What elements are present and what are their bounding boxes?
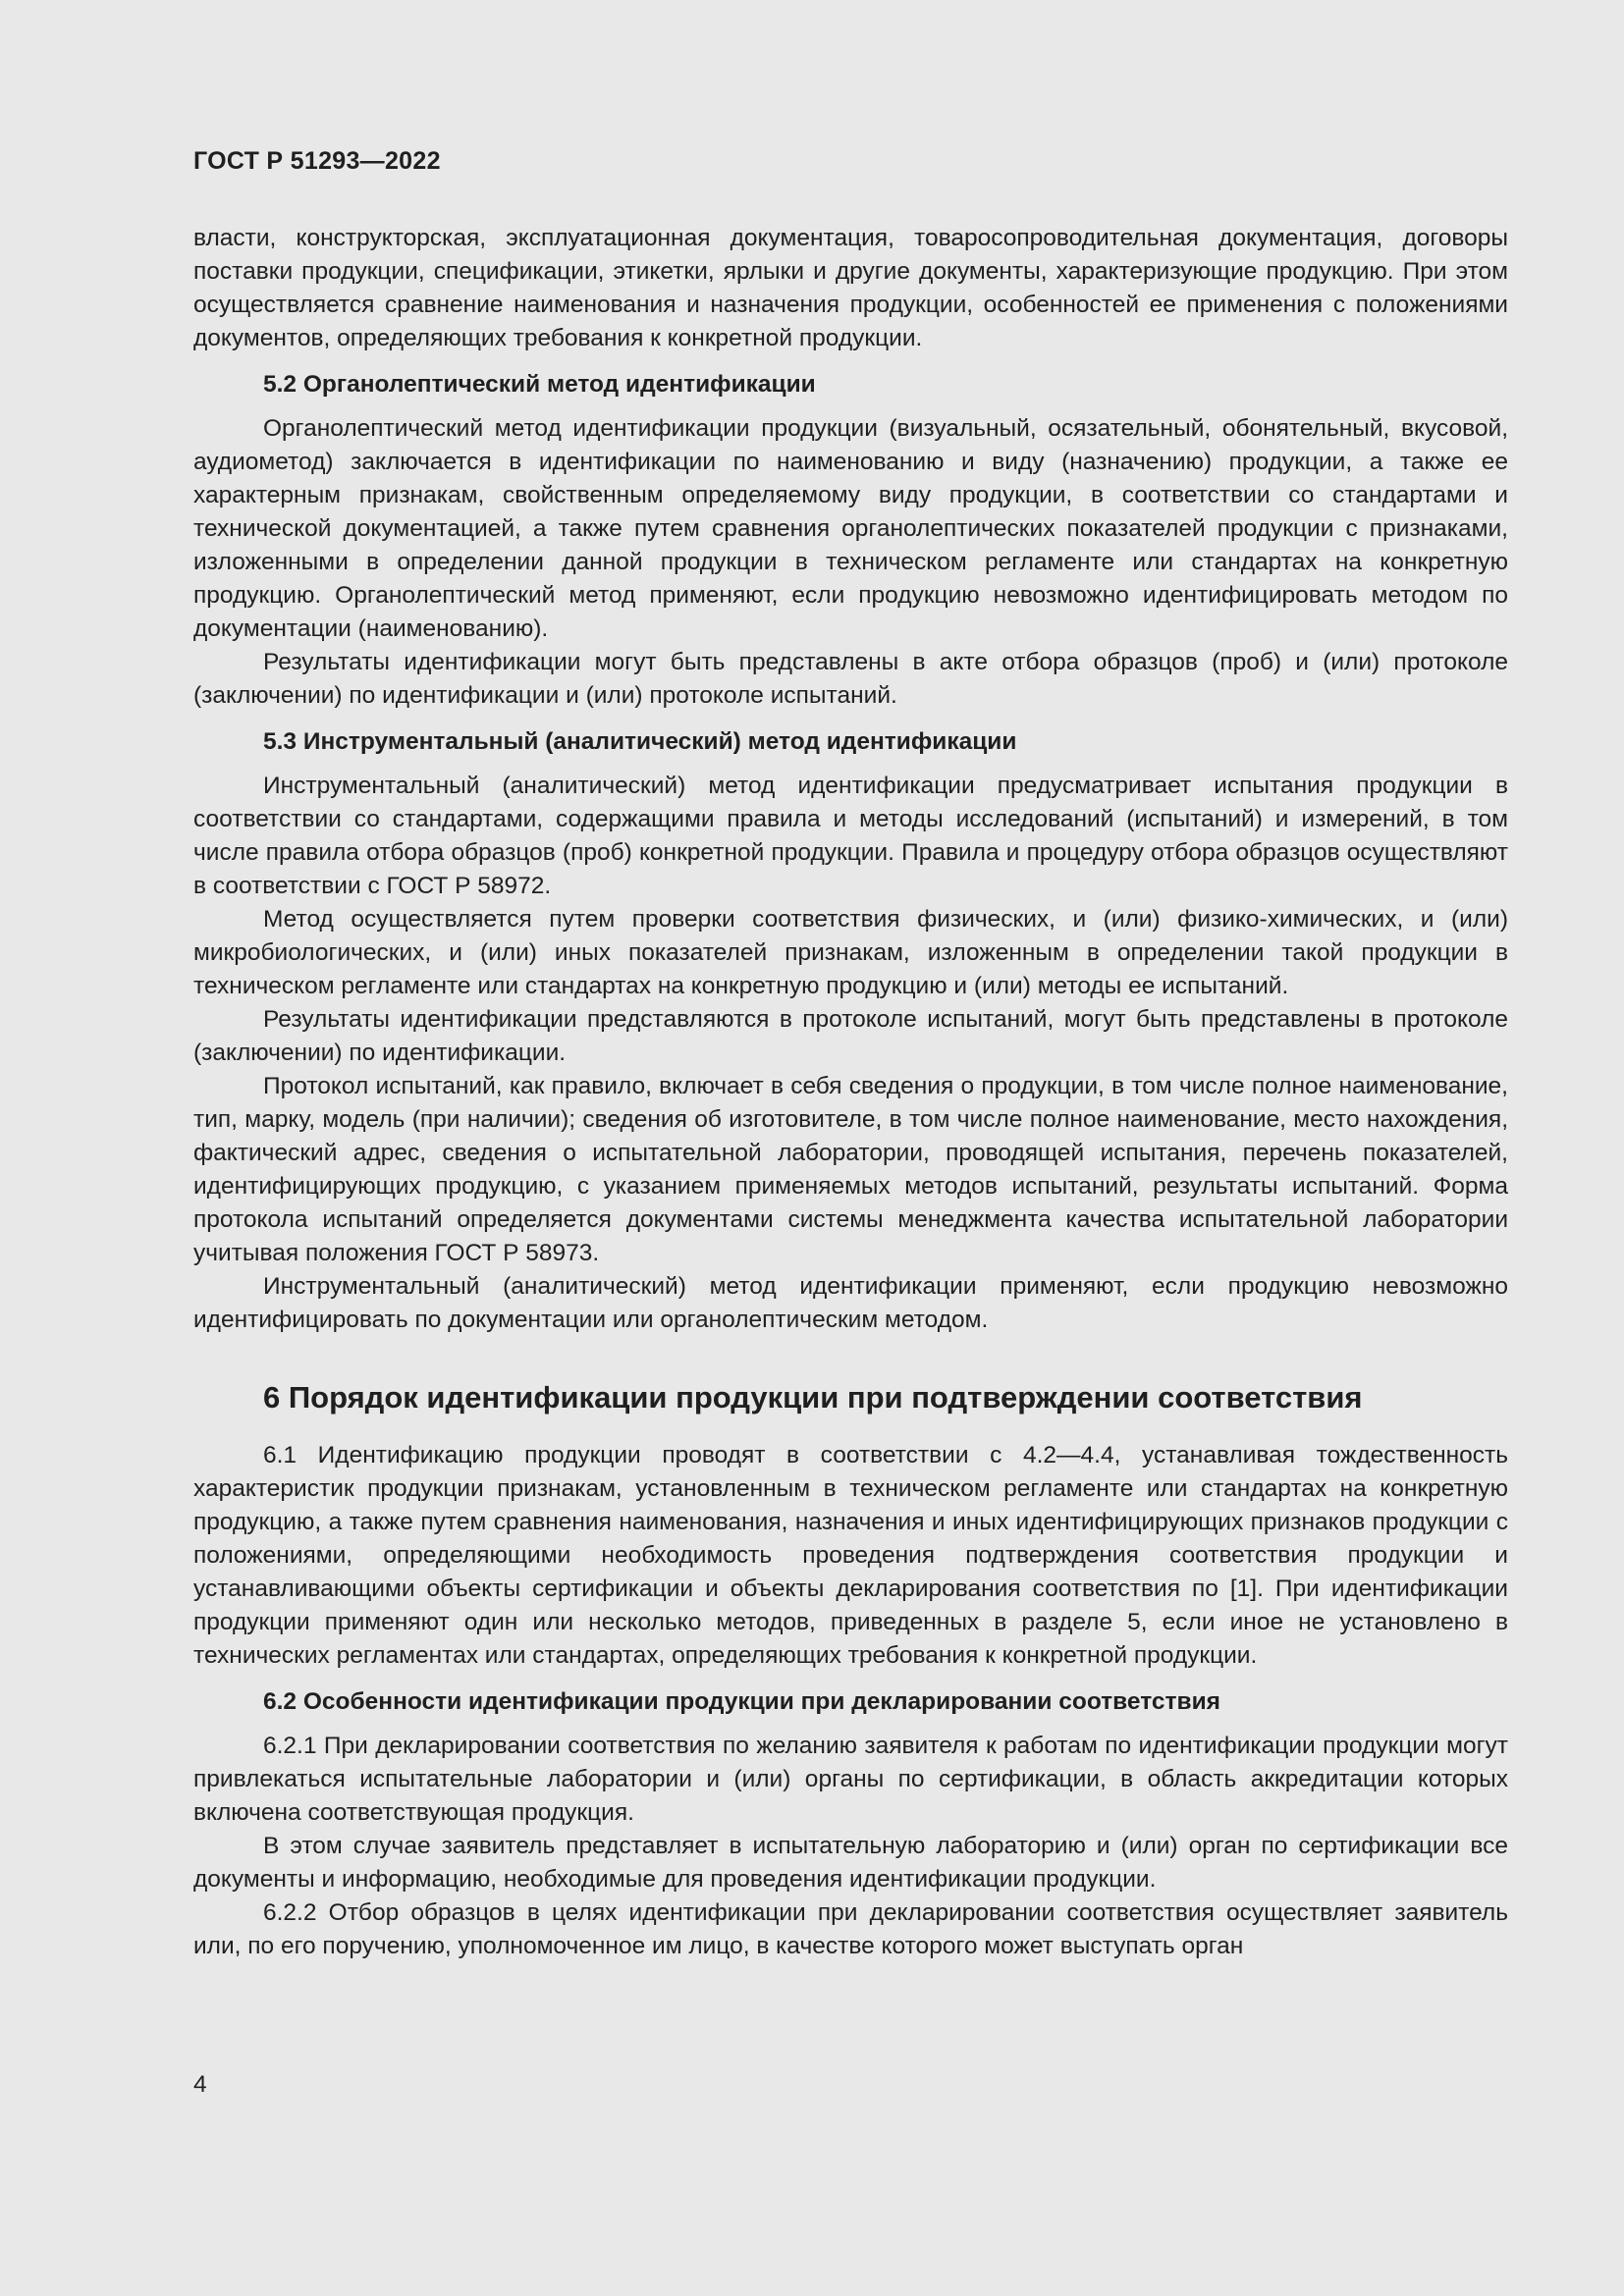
paragraph: Метод осуществляется путем проверки соответствия физических, и (или) физико-химических, и (или) микробиологических, и (или) иных показателей признакам, изложенным в определении такой продукции в техническом регламенте или стандартах на конкретную продукцию и (или) методы ее испытаний. xyxy=(193,906,1508,999)
document-header: ГОСТ Р 51293—2022 xyxy=(193,147,441,175)
paragraph: 6.2.2 Отбор образцов в целях идентификации при декларировании соответствия осуществляет заявитель или, по его поручению, уполномоченное им лицо, в качестве которого может выступать орган xyxy=(193,1899,1508,1959)
paragraph: Инструментальный (аналитический) метод идентификации предусматривает испытания продукции в соответствии со стандартами, содержащими правила и методы исследований (испытаний) и измерений, в том числе правила отбора образцов (проб) конкретной продукции. Правила и процедуру отбора образцов осуществляют в соответствии с ГОСТ Р 58972. xyxy=(193,773,1508,899)
paragraph: В этом случае заявитель представляет в испытательную лабораторию и (или) орган по сертификации все документы и информацию, необходимые для проведения идентификации продукции. xyxy=(193,1833,1508,1893)
paragraph: Результаты идентификации представляются в протоколе испытаний, могут быть представлены в протоколе (заключении) по идентификации. xyxy=(193,1006,1508,1066)
paragraph: Протокол испытаний, как правило, включает в себя сведения о продукции, в том числе полное наименование, тип, марку, модель (при наличии); сведения об изготовителе, в том числе полное наименование, место нахождения, фактический адрес, сведения о испытательной лаборатории, проводящей испытания, перечень показателей, идентифицирующих продукцию, с указанием применяемых методов испытаний, результаты испытаний. Форма протокола испытаний определяется документами системы менеджмента качества испытательной лаборатории учитывая положения ГОСТ Р 58973. xyxy=(193,1073,1508,1266)
paragraph: Органолептический метод идентификации продукции (визуальный, осязательный, обонятельный, вкусовой, аудиометод) заключается в идентификации по наименованию и виду (назначению) продукции, а также ее характерным признакам, свойственным определяемому виду продукции, в соответствии со стандартами и технической документацией, а также путем сравнения органолептических показателей продукции с признаками, изложенными в определении данной продукции в техническом регламенте или стандартах на конкретную продукцию. Органолептический метод применяют, если продукцию невозможно идентифицировать методом по документации (наименованию). xyxy=(193,415,1508,642)
page-number: 4 xyxy=(193,2071,207,2098)
chapter-heading-6: 6 Порядок идентификации продукции при подтверждении соответствия xyxy=(263,1380,1363,1415)
section-heading-5-3: 5.3 Инструментальный (аналитический) метод идентификации xyxy=(263,728,1017,755)
paragraph: Результаты идентификации могут быть представлены в акте отбора образцов (проб) и (или) протоколе (заключении) по идентификации и (или) протоколе испытаний. xyxy=(193,649,1508,709)
section-heading-6-2: 6.2 Особенности идентификации продукции при декларировании соответствия xyxy=(263,1688,1220,1715)
paragraph: 6.1 Идентификацию продукции проводят в соответствии с 4.2—4.4, устанавливая тождественность характеристик продукции признакам, установленным в техническом регламенте или стандартах на конкретную продукцию, а также путем сравнения наименования, назначения и иных идентифицирующих признаков продукции с положениями, определяющими необходимость проведения подтверждения соответствия продукции и устанавливающими объекты сертификации и объекты декларирования соответствия по [1]. При идентификации продукции применяют один или несколько методов, приведенных в разделе 5, если иное не установлено в технических регламентах или стандартах, определяющих требования к конкретной продукции. xyxy=(193,1442,1508,1669)
paragraph: власти, конструкторская, эксплуатационная документация, товаросопроводительная документация, договоры поставки продукции, спецификации, этикетки, ярлыки и другие документы, характеризующие продукцию. При этом осуществляется сравнение наименования и назначения продукции, особенностей ее применения с положениями документов, определяющих требования к конкретной продукции. xyxy=(193,225,1508,351)
paragraph: 6.2.1 При декларировании соответствия по желанию заявителя к работам по идентификации продукции могут привлекаться испытательные лаборатории и (или) органы по сертификации, в область аккредитации которых включена соответствующая продукция. xyxy=(193,1733,1508,1826)
document-body xyxy=(193,222,1508,1963)
paragraph: Инструментальный (аналитический) метод идентификации применяют, если продукцию невозможно идентифицировать по документации или органолептическим методом. xyxy=(193,1273,1508,1333)
section-heading-5-2: 5.2 Органолептический метод идентификации xyxy=(263,371,816,398)
